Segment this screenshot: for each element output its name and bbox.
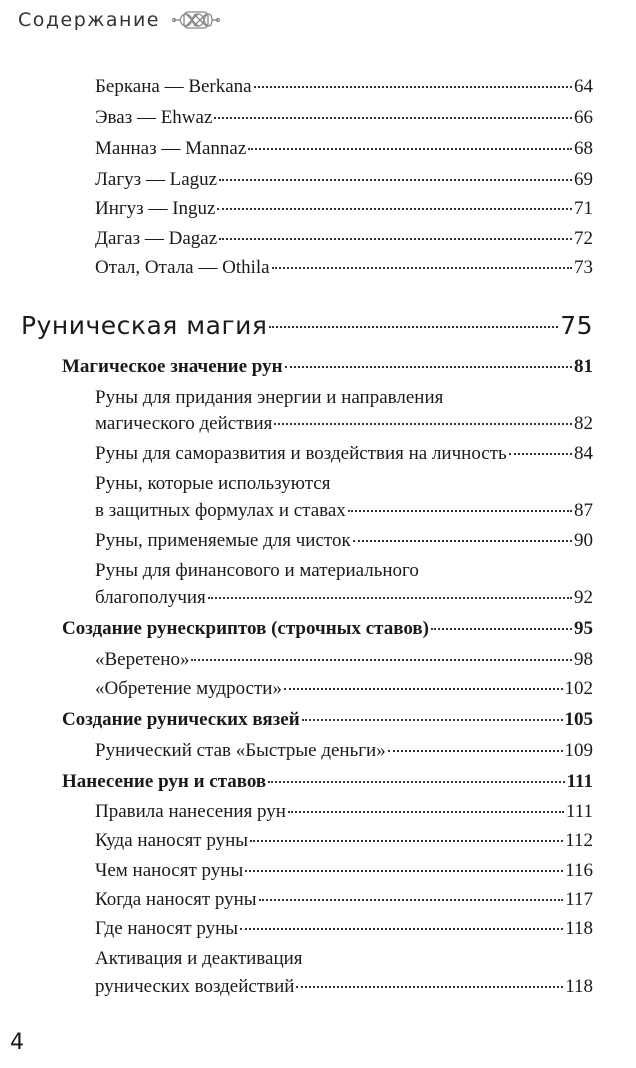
toc-entry-title: «Веретено» bbox=[95, 649, 190, 670]
toc-entry-title-line1: Руны для финансового и материального bbox=[95, 560, 419, 581]
toc-entry[interactable] bbox=[95, 138, 593, 160]
toc-entry[interactable] bbox=[95, 801, 593, 823]
toc-section-page: 111 bbox=[566, 771, 593, 792]
toc-entry-page: 87 bbox=[574, 500, 593, 521]
toc-section-page: 81 bbox=[574, 356, 593, 377]
toc-entry-title: рунических воздействий bbox=[95, 976, 295, 997]
dot-leader bbox=[288, 811, 564, 813]
toc-chapter-page: 75 bbox=[560, 311, 593, 340]
toc-section[interactable] bbox=[62, 356, 593, 378]
toc-entry[interactable] bbox=[95, 530, 593, 552]
toc-entry[interactable] bbox=[95, 443, 593, 465]
toc-entry-page: 82 bbox=[574, 413, 593, 434]
dot-leader bbox=[248, 148, 572, 150]
toc-entry-page: 66 bbox=[574, 107, 593, 128]
dot-leader bbox=[254, 86, 572, 88]
toc-entry-title: магического действия bbox=[95, 413, 273, 434]
toc-entry-title: Отал, Отала — Othila bbox=[95, 257, 270, 278]
toc-entry[interactable] bbox=[95, 860, 593, 882]
toc-entry-title-line1: Руны, которые используются bbox=[95, 473, 331, 494]
dot-leader bbox=[431, 628, 572, 630]
toc-section[interactable] bbox=[62, 709, 593, 731]
toc-entry-page: 64 bbox=[574, 76, 593, 97]
toc-entry[interactable] bbox=[95, 678, 593, 700]
dot-leader bbox=[302, 719, 563, 721]
dot-leader bbox=[268, 781, 564, 783]
dot-leader bbox=[285, 366, 572, 368]
toc-entry[interactable] bbox=[95, 587, 593, 609]
toc-entry-page: 102 bbox=[564, 678, 593, 699]
toc-section[interactable] bbox=[62, 618, 593, 640]
toc-entry[interactable] bbox=[95, 257, 593, 279]
toc-entry-title: Манназ — Mannaz bbox=[95, 138, 247, 159]
toc-entry-title-line1: Руны для придания энергии и направления bbox=[95, 387, 444, 408]
toc-entry-page: 116 bbox=[565, 860, 593, 881]
toc-entry-page: 118 bbox=[565, 918, 593, 939]
toc-entry[interactable] bbox=[95, 500, 593, 522]
toc-entry-title-line1: Активация и деактивация bbox=[95, 948, 303, 969]
toc-entry[interactable] bbox=[95, 107, 593, 129]
toc-entry-title: Эваз — Ehwaz bbox=[95, 107, 213, 128]
toc-entry[interactable] bbox=[95, 976, 593, 998]
dot-leader bbox=[272, 267, 572, 269]
dot-leader bbox=[353, 540, 572, 542]
toc-entry[interactable] bbox=[95, 228, 593, 250]
toc-section-title: Магическое значение рун bbox=[62, 356, 283, 377]
toc-entry-page: 68 bbox=[574, 138, 593, 159]
celtic-knot-ornament-icon bbox=[172, 8, 220, 32]
dot-leader bbox=[259, 899, 564, 901]
toc-entry-title: Лагуз — Laguz bbox=[95, 169, 218, 190]
toc-entry-page: 98 bbox=[574, 649, 593, 670]
toc-entry-title: Чем наносят руны bbox=[95, 860, 244, 881]
toc-section-page: 105 bbox=[564, 709, 593, 730]
dot-leader bbox=[296, 986, 563, 988]
toc-entry-page: 118 bbox=[565, 976, 593, 997]
toc-section-title: Создание рунических вязей bbox=[62, 709, 300, 730]
toc-section-title: Нанесение рун и ставов bbox=[62, 771, 267, 792]
toc-entry-page: 92 bbox=[574, 587, 593, 608]
toc-entry-page: 112 bbox=[565, 830, 593, 851]
toc-entry-page: 72 bbox=[574, 228, 593, 249]
page-number: 4 bbox=[10, 1030, 24, 1055]
running-title: Содержание bbox=[18, 9, 160, 31]
toc-entry[interactable] bbox=[95, 830, 593, 852]
dot-leader bbox=[219, 238, 572, 240]
dot-leader bbox=[274, 423, 572, 425]
toc-entry-page: 84 bbox=[574, 443, 593, 464]
dot-leader bbox=[217, 208, 572, 210]
dot-leader bbox=[509, 453, 572, 455]
toc-entry-title: Когда наносят руны bbox=[95, 889, 257, 910]
toc-entry-title: Где наносят руны bbox=[95, 918, 239, 939]
toc-entry[interactable] bbox=[95, 740, 593, 762]
dot-leader bbox=[214, 117, 572, 119]
toc-entry-title: Рунический став «Быстрые деньги» bbox=[95, 740, 386, 761]
toc-entry-page: 90 bbox=[574, 530, 593, 551]
dot-leader bbox=[250, 840, 563, 842]
toc-entry-page: 69 bbox=[574, 169, 593, 190]
toc-entry[interactable] bbox=[95, 918, 593, 940]
dot-leader bbox=[269, 326, 558, 328]
toc-entry-title: «Обретение мудрости» bbox=[95, 678, 282, 699]
toc-entry-title: благополучия bbox=[95, 587, 206, 608]
toc-entry[interactable] bbox=[95, 649, 593, 671]
dot-leader bbox=[348, 510, 572, 512]
dot-leader bbox=[208, 597, 572, 599]
toc-entry-title: Руны, применяемые для чисток bbox=[95, 530, 351, 551]
toc-section[interactable] bbox=[62, 771, 593, 793]
running-head bbox=[18, 8, 220, 32]
toc-entry[interactable] bbox=[95, 198, 593, 220]
dot-leader bbox=[388, 750, 563, 752]
toc-entry-page: 71 bbox=[574, 198, 593, 219]
dot-leader bbox=[240, 928, 563, 930]
dot-leader bbox=[219, 179, 572, 181]
toc-entry-title: Дагаз — Dagaz bbox=[95, 228, 218, 249]
toc-entry-page: 111 bbox=[565, 801, 593, 822]
toc-chapter[interactable] bbox=[21, 311, 593, 340]
dot-leader bbox=[245, 870, 563, 872]
toc-entry-title: Ингуз — Inguz bbox=[95, 198, 216, 219]
toc-entry[interactable] bbox=[95, 169, 593, 191]
toc-section-title: Создание рунескриптов (строчных ставов) bbox=[62, 618, 429, 639]
toc-entry-page: 73 bbox=[574, 257, 593, 278]
toc-section-page: 95 bbox=[574, 618, 593, 639]
toc-entry[interactable] bbox=[95, 76, 593, 98]
toc-chapter-title: Руническая магия bbox=[21, 311, 268, 340]
toc-entry[interactable] bbox=[95, 413, 593, 435]
toc-entry-title: Беркана — Berkana bbox=[95, 76, 252, 97]
toc-entry-title: в защитных формулах и ставах bbox=[95, 500, 346, 521]
dot-leader bbox=[191, 659, 572, 661]
dot-leader bbox=[284, 688, 563, 690]
toc-entry-title: Руны для саморазвития и воздействия на личность bbox=[95, 443, 507, 464]
toc-entry[interactable] bbox=[95, 889, 593, 911]
toc-entry-title: Куда наносят руны bbox=[95, 830, 249, 851]
toc-entry-page: 117 bbox=[565, 889, 593, 910]
toc-entry-page: 109 bbox=[564, 740, 593, 761]
toc-entry-title: Правила нанесения рун bbox=[95, 801, 286, 822]
